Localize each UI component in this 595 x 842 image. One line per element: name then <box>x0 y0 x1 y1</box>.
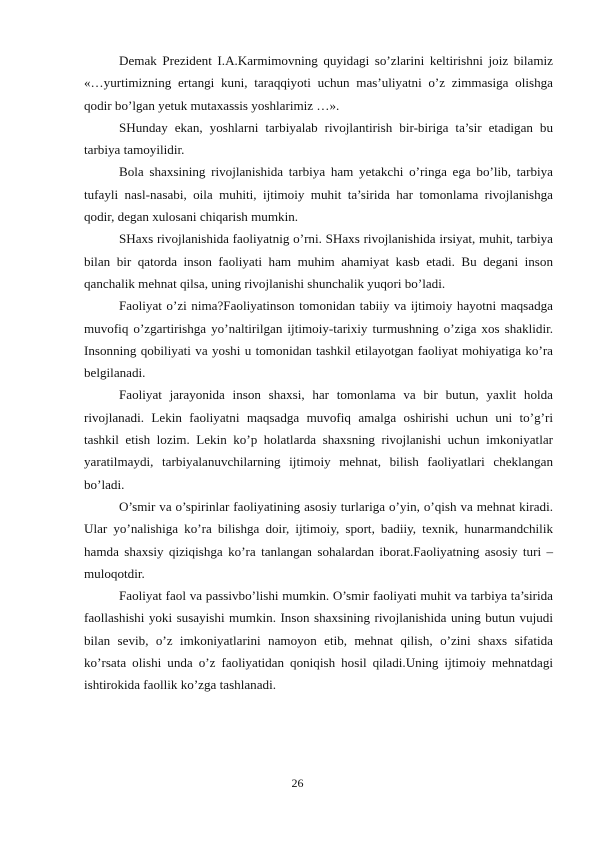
paragraph: O’smir va o’spirinlar faoliyatining asosiy turlariga o’yin, o’qish va mehnat kiradi. Ular yo’nalishiga ko’ra bilishga doir, ijtimoiy, sport, badiiy, texnik, hunarmandchilik hamda shaxsiy qiziqishga ko’ra tanlangan sohalardan iborat.Faoliyatning asosiy turi – muloqotdir. <box>84 498 553 581</box>
paragraph: Faoliyat jarayonida inson shaxsi, har tomonlama va bir butun, yaxlit holda rivojlanadi. Lekin faoliyatni maqsadga muvofiq amalga oshirishi uchun uni to’g’ri tashkil etish lozim. Lekin ko’p holatlarda shaxsning rivojlanishi uchun imkoniyatlar yaratilmaydi, tarbiyalanuvchilarning ijtimoiy mehnat, bilish faoliyatlari cheklangan bo’ladi. <box>84 387 553 492</box>
paragraph: Demak Prezident I.A.Karmimovning quyidagi so’zlarini keltirishni joiz bilamiz «…yurtimizning ertangi kuni, taraqqiyoti uchun mas’uliyatni o’z zimmasiga olishga qodir bo’lgan yetuk mutaxassis yoshlarimiz …». <box>84 53 553 113</box>
paragraph: SHunday ekan, yoshlarni tarbiyalab rivojlantirish bir-biriga ta’sir etadigan bu tarbiya tamoyilidir. <box>84 119 553 158</box>
paragraph: Faoliyat faol va passivbo’lishi mumkin. O’smir faoliyati muhit va tarbiya ta’sirida faollashishi yoki susayishi mumkin. Inson shaxsining rivojlanishida uning butun vujudi bilan sevib, o’z imkoniyatlarini namoyon etib, mehnat qilish, o’zini shaxs sifatida ko’rsata olishi unda o’z faoliyatidan qoniqish hosil qiladi.Uning ijtimoiy mehnatdagi ishtirokida faollik ko’zga tashlanadi. <box>84 588 553 693</box>
paragraph: Bola shaxsining rivojlanishida tarbiya ham yetakchi o’ringa ega bo’lib, tarbiya tufayli nasl-nasabi, oila muhiti, ijtimoiy muhit ta’sirida har tomonlama rivojlanishga qodir, degan xulosani chiqarish mumkin. <box>84 164 553 225</box>
paragraph: SHaxs rivojlanishida faoliyatnig o’rni. SHaxs rivojlanishida irsiyat, muhit, tarbiya bilan bir qatorda inson faoliyati ham muhim ahamiyat kasb etadi. Bu degani inson qanchalik mehnat qilsa, uning rivojlanishi shunchalik yuqori bo’ladi. <box>84 231 553 291</box>
page-number: 26 <box>291 776 304 790</box>
page-body <box>84 50 553 697</box>
paragraph: Faoliyat o’zi nima?Faoliyatinson tomonidan tabiiy va ijtimoiy hayotni maqsadga muvofiq o’zgartirishga yo’naltirilgan ijtimoiy-tarixiy turmushning o’ziga xos shaklidir. Insonning qobiliyati va yoshi u tomonidan tashkil etilayotgan faoliyat mohiyatiga ko’ra belgilanadi. <box>84 298 553 381</box>
